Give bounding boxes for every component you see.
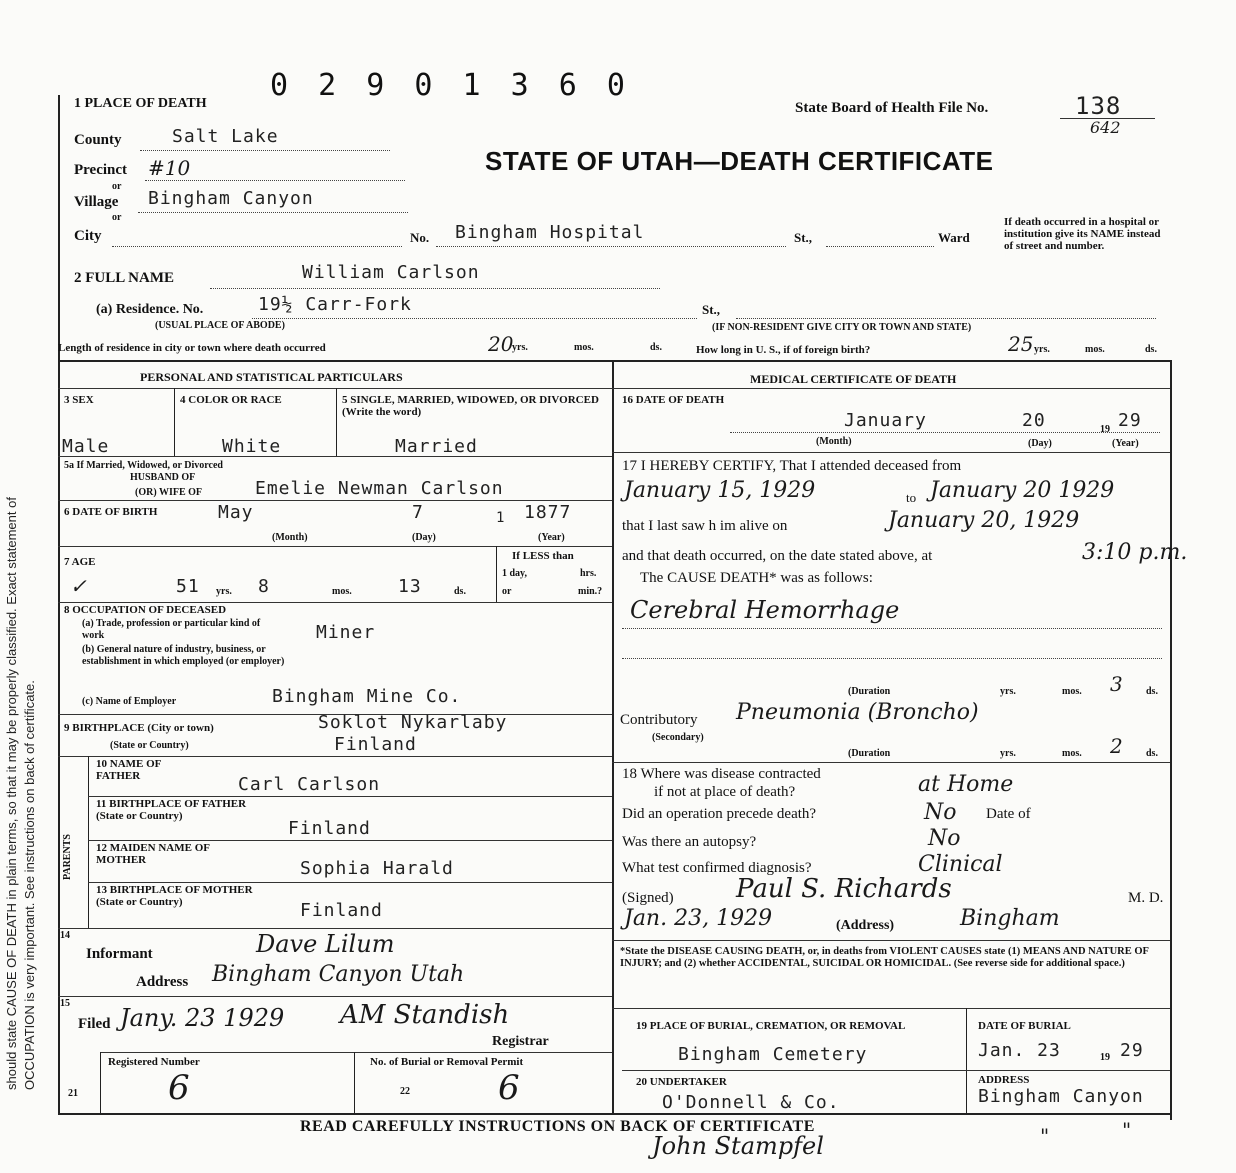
spouse-label-1: 5a If Married, Widowed, or Divorced: [64, 460, 223, 471]
where-value: at Home: [918, 772, 1014, 797]
medical-footnote: *State the DISEASE CAUSING DEATH, or, in deaths from VIOLENT CAUSES state (1) MEANS AND NATURE OF INJURY; and (2) whether ACCIDENTAL, SUICIDAL OR HOMICIDAL. (See reverse side for additional space.): [620, 946, 1149, 969]
residence-st: St.,: [702, 302, 721, 317]
undertaker-value: O'Donnell & Co.: [662, 1092, 840, 1113]
village-value: Bingham Canyon: [148, 188, 314, 209]
precinct-label: Precinct: [74, 162, 128, 178]
ditto-mark-2: ": [1122, 1118, 1132, 1142]
one-day-label: 1 day,: [502, 568, 528, 579]
side-note-2: OCCUPATION is very important. See instructions on back of certificate.: [22, 680, 37, 1090]
mother-bp-label: 13 BIRTHPLACE OF MOTHER (State or Country): [96, 884, 253, 908]
sign-address-label: (Address): [836, 918, 895, 933]
us-label: How long in U. S., if of foreign birth?: [696, 344, 871, 356]
dob-label: 6 DATE OF BIRTH: [64, 506, 158, 518]
ditto-mark-1: ": [1040, 1124, 1050, 1148]
sign-address: Bingham: [960, 906, 1060, 931]
medical-title: MEDICAL CERTIFICATE OF DEATH: [750, 372, 957, 386]
informant-label: Informant: [86, 946, 153, 962]
dob-day-cap: (Day): [412, 532, 436, 543]
dod-month-cap: (Month): [816, 436, 852, 447]
secondary-label: (Secondary): [652, 732, 704, 743]
precinct-value: #10: [148, 156, 191, 180]
dod-day-cap: (Day): [1028, 438, 1052, 449]
informant-value: Dave Lilum: [256, 930, 395, 958]
cause-duration-label: (Duration: [848, 686, 891, 697]
color-value: White: [222, 436, 282, 457]
item-21: 21: [68, 1088, 78, 1099]
burial-place-value: Bingham Cemetery: [678, 1044, 868, 1065]
cause-label: The CAUSE DEATH* was as follows:: [640, 570, 873, 586]
no-value: Bingham Hospital: [455, 222, 645, 243]
undertaker-label: 20 UNDERTAKER: [636, 1076, 727, 1088]
item-15: 15: [60, 998, 70, 1009]
sign-date: Jan. 23, 1929: [624, 906, 773, 931]
occupation-b: (b) General nature of industry, business, or establishment in which employed (or employer): [82, 644, 285, 667]
state-file-no: 138: [1075, 92, 1122, 120]
occurred-text: and that death occurred, on the date stated above, at: [622, 548, 933, 564]
age-mos: 8: [258, 576, 270, 597]
burial-date-century: 19: [1100, 1052, 1110, 1063]
item-22: 22: [400, 1086, 410, 1097]
if-not-label: if not at place of death?: [654, 784, 796, 800]
county-label: County: [74, 132, 122, 148]
full-name-value: William Carlson: [302, 262, 480, 283]
father-bp-label: 11 BIRTHPLACE OF FATHER (State or Country): [96, 798, 247, 822]
us-ds-label: ds.: [1145, 344, 1157, 355]
autopsy-label: Was there an autopsy?: [622, 834, 757, 850]
undertaker-address: Bingham Canyon: [978, 1086, 1144, 1107]
length-yrs: 20: [488, 332, 514, 356]
dob-century: 1: [496, 510, 506, 526]
registrar-label: Registrar: [492, 1034, 549, 1049]
frame-right: [1170, 360, 1172, 1120]
age-ds: 13: [398, 576, 422, 597]
age-ds-label: ds.: [454, 586, 466, 597]
mother-label: 12 MAIDEN NAME OF MOTHER: [96, 842, 210, 866]
side-note-1: should state CAUSE OF DEATH in plain terms, so that it may be properly classified. Exact statement of: [4, 497, 19, 1090]
sex-value: Male: [62, 436, 110, 457]
reg-no-value: 6: [168, 1068, 190, 1108]
occupation-label: 8 OCCUPATION OF DECEASED: [64, 604, 227, 616]
us-yrs-label: yrs.: [1034, 344, 1050, 355]
physician-signature: Paul S. Richards: [736, 874, 952, 904]
last-saw-text: that I last saw h im alive on: [622, 518, 788, 534]
frame-mid-top: [58, 360, 1170, 362]
reg-no-label: Registered Number: [108, 1056, 200, 1068]
dob-year: 1877: [524, 502, 572, 523]
death-time: 3:10 p.m.: [1082, 540, 1188, 565]
serial-number: 0 2 9 0 1 3 6 0: [270, 68, 631, 103]
or-label-2: or: [112, 212, 122, 223]
certify-text: 17 I HEREBY CERTIFY, That I attended deceased from: [622, 458, 962, 474]
burial-no-value: 6: [498, 1068, 520, 1108]
last-saw-date: January 20, 1929: [888, 508, 1080, 533]
hrs-label: hrs.: [580, 568, 597, 579]
birthplace-label: 9 BIRTHPLACE (City or town): [64, 722, 214, 734]
dob-month: May: [218, 502, 254, 523]
frame-left: [58, 95, 60, 1115]
cause-ds-label: ds.: [1146, 686, 1158, 697]
length-ds-label: ds.: [650, 342, 662, 353]
full-name-label: 2 FULL NAME: [74, 270, 175, 286]
certificate-title: STATE OF UTAH—DEATH CERTIFICATE: [485, 146, 994, 176]
dob-day: 7: [412, 502, 424, 523]
or-label-1: or: [112, 181, 122, 192]
us-mos-label: mos.: [1085, 344, 1105, 355]
place-of-death-label: 1 PLACE OF DEATH: [74, 96, 207, 111]
residence-label: (a) Residence. No.: [96, 302, 204, 317]
father-value: Carl Carlson: [238, 774, 381, 795]
where-label: 18 Where was disease contracted: [622, 766, 821, 782]
min-label: min.?: [578, 586, 603, 597]
burial-place-label: 19 PLACE OF BURIAL, CREMATION, OR REMOVAL: [636, 1020, 906, 1032]
burial-no-label: No. of Burial or Removal Permit: [370, 1056, 524, 1068]
age-mos-label: mos.: [332, 586, 352, 597]
occupation-value: Miner: [316, 622, 376, 643]
cause-mos-label: mos.: [1062, 686, 1082, 697]
ward-note: If death occurred in a hospital or institution give its NAME instead of street and number.: [1004, 216, 1161, 252]
contributory-label: Contributory: [620, 712, 698, 728]
dob-year-cap: (Year): [538, 532, 565, 543]
certify-to-label: to: [906, 490, 917, 505]
us-yrs: 25: [1008, 332, 1034, 356]
burial-date-year: 29: [1120, 1040, 1144, 1061]
cause-yrs-label: yrs.: [1000, 686, 1016, 697]
informant-address: Bingham Canyon Utah: [212, 962, 465, 987]
spouse-label-2: HUSBAND OF: [130, 472, 196, 483]
footer-signature: John Stampfel: [652, 1132, 824, 1160]
dob-month-cap: (Month): [272, 532, 308, 543]
birthplace-city: Soklot Nykarlaby: [318, 712, 508, 733]
dod-day: 20: [1022, 410, 1046, 431]
color-label: 4 COLOR OR RACE: [180, 394, 282, 406]
county-value: Salt Lake: [172, 126, 279, 147]
test-label: What test confirmed diagnosis?: [622, 860, 812, 876]
less-than-label: If LESS than: [512, 550, 574, 562]
age-yrs-label: yrs.: [216, 586, 232, 597]
father-bp-value: Finland: [288, 818, 371, 839]
spouse-value: Emelie Newman Carlson: [255, 478, 504, 499]
ward-label: Ward: [938, 230, 970, 245]
column-divider: [612, 360, 614, 1113]
occupation-a: (a) Trade, profession or particular kind of work: [82, 618, 261, 641]
age-label: 7 AGE: [64, 556, 96, 568]
usual-place: (USUAL PLACE OF ABODE): [155, 320, 285, 331]
item-14: 14: [60, 930, 70, 941]
or-min-label: or: [502, 586, 512, 597]
dod-month: January: [844, 410, 927, 431]
employer-value: Bingham Mine Co.: [272, 686, 462, 707]
no-label: No.: [410, 230, 430, 245]
certify-from: January 15, 1929: [624, 478, 816, 503]
marital-label: 5 SINGLE, MARRIED, WIDOWED, OR DIVORCED (Write the word): [342, 394, 599, 418]
age-check: ✓: [70, 574, 87, 598]
dod-year-cap: (Year): [1112, 438, 1139, 449]
birthplace-state-label: (State or Country): [110, 740, 189, 751]
dod-century: 19: [1100, 424, 1110, 435]
dod-label: 16 DATE OF DEATH: [622, 394, 725, 406]
informant-address-label: Address: [136, 974, 189, 990]
md-label: M. D.: [1128, 890, 1164, 906]
contrib-mos-value: 2: [1110, 734, 1123, 758]
length-yrs-label: yrs.: [512, 342, 528, 353]
contrib-ds-label: ds.: [1146, 748, 1158, 759]
nonres-note: (IF NON-RESIDENT GIVE CITY OR TOWN AND STATE): [712, 322, 972, 333]
marital-value: Married: [395, 436, 478, 457]
undertaker-address-label: ADDRESS: [978, 1074, 1030, 1086]
contrib-yrs-label: yrs.: [1000, 748, 1016, 759]
street-label: St.,: [794, 230, 813, 245]
state-file-label: State Board of Health File No.: [795, 100, 989, 116]
father-label: 10 NAME OF FATHER: [96, 758, 161, 782]
cause-mos-value: 3: [1110, 672, 1123, 696]
dod-year: 29: [1118, 410, 1142, 431]
footer-instructions: READ CAREFULLY INSTRUCTIONS ON BACK OF CERTIFICATE: [300, 1118, 815, 1135]
burial-date-label: DATE OF BURIAL: [978, 1020, 1071, 1032]
frame-bottom: [58, 1113, 1170, 1115]
spouse-label-3: (OR) WIFE OF: [135, 487, 203, 498]
registrar-signature: AM Standish: [340, 1000, 510, 1030]
mother-bp-value: Finland: [300, 900, 383, 921]
filed-date: Jany. 23 1929: [120, 1004, 285, 1032]
residence-value: 19½ Carr-Fork: [258, 294, 412, 315]
sex-label: 3 SEX: [64, 394, 94, 406]
autopsy-value: No: [928, 826, 961, 851]
operation-label: Did an operation precede death?: [622, 806, 817, 822]
contrib-duration-label: (Duration: [848, 748, 891, 759]
operation-value: No: [924, 800, 957, 825]
parents-label: PARENTS: [62, 834, 73, 880]
test-value: Clinical: [918, 852, 1003, 877]
age-yrs: 51: [176, 576, 200, 597]
village-label: Village: [74, 194, 119, 210]
cause-value: Cerebral Hemorrhage: [630, 596, 900, 624]
date-of-label: Date of: [986, 806, 1031, 822]
certify-to: January 20 1929: [930, 478, 1115, 503]
signed-label: (Signed): [622, 890, 674, 906]
birthplace-country: Finland: [334, 734, 417, 755]
mother-value: Sophia Harald: [300, 858, 454, 879]
personal-title: PERSONAL AND STATISTICAL PARTICULARS: [140, 370, 403, 384]
burial-date: Jan. 23: [978, 1040, 1061, 1061]
length-residence-label: Length of residence in city or town where death occurred: [58, 342, 326, 354]
contributory-value: Pneumonia (Broncho): [736, 700, 979, 725]
contrib-mos-label: mos.: [1062, 748, 1082, 759]
occupation-c: (c) Name of Employer: [82, 696, 177, 707]
filed-label: Filed: [78, 1016, 111, 1032]
city-label: City: [74, 228, 102, 244]
state-file-sub: 642: [1090, 118, 1121, 137]
length-mos-label: mos.: [574, 342, 594, 353]
